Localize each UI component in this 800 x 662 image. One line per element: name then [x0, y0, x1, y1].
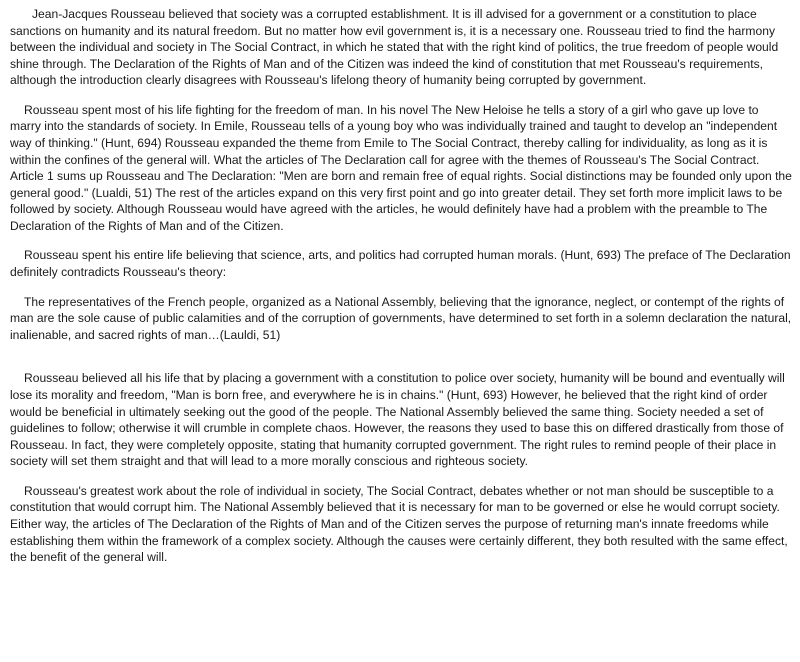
paragraph-spacer: [10, 281, 792, 294]
paragraph-3: Rousseau spent his entire life believing that science, arts, and politics had corrupted human morals. (Hunt, 693) The preface of The Declaration definitely contradicts Rousseau's theory:: [10, 248, 791, 280]
paragraph-2: Rousseau spent most of his life fighting for the freedom of man. In his novel The New Heloise he tells a story of a girl who gave up love to marry into the standards of society. In Emile, Rousseau tells of a young boy who was individually trained and taught to develop an "independent way of thinking." (Hunt, 694) Rousseau expanded the theme from Emile to The Social Contract, thereby calling for individuality, as long as it is within the confines of the general will. What the articles of The Declaration call for agree with the themes of Rousseau's The Social Contract. Article 1 sums up Rousseau and The Declaration: "Men are born and remain free of equal rights. Social distinctions may be founded only upon the general good." (Lualdi, 51) The rest of the articles expand on this very first point and go into greater detail. They set forth more implicit laws to be followed by society. Although Rousseau would have agreed with the articles, he would definitely have had a problem with the preamble to The Declaration of the Rights of Man and of the Citizen.: [10, 102, 792, 233]
paragraph-spacer: [10, 343, 792, 370]
paragraph-spacer: [10, 234, 792, 247]
block-quote: The representatives of the French people, organized as a National Assembly, believing that the ignorance, neglect, or contempt of the rights of man are the sole cause of public calamities and of the corruption of governments, have determined to set forth in a solemn declaration the natural, inalienable, and sacred rights of man…(Lauldi, 51): [10, 294, 792, 342]
paragraph-spacer: [10, 89, 792, 102]
essay-document: [10, 6, 792, 566]
paragraph-1: Jean-Jacques Rousseau believed that society was a corrupted establishment. It is ill advised for a government or a constitution to place sanctions on humanity and its natural freedom. But no matter how evil government is, it is a necessary one. Rousseau tried to find the harmony between the individual and society in The Social Contract, in which he stated that with the right kind of politics, the true freedom of people would shine through. The Declaration of the Rights of Man and of the Citizen was indeed the kind of constitution that met Rousseau's requirements, although the introduction clearly disagrees with Rousseau's lifelong theory of humanity being corrupted by government.: [10, 7, 779, 88]
paragraph-4: Rousseau believed all his life that by placing a government with a constitution to police over society, humanity will be bound and eventually will lose its morality and freedom, "Man is born free, and everywhere he is in chains." (Hunt, 693) However, he believed that the right kind of order would be beneficial in ultimately seeking out the good of the people. The National Assembly believed the same thing. Society needed a set of guidelines to follow; otherwise it will crumble in complete chaos. However, the reasons they used to base this on differed drastically from those of Rousseau. In fact, they were completely opposite, stating that humanity corrupted government. The right rules to remind people of their place in society will set them straight and that will lead to a more morally conscious and righteous society.: [10, 371, 785, 469]
paragraph-spacer: [10, 470, 792, 483]
paragraph-5: Rousseau's greatest work about the role of individual in society, The Social Contract, debates whether or not man should be susceptible to a constitution that would corrupt him. The National Assembly believed that it is necessary for man to be governed or else he would corrupt society. Either way, the articles of The Declaration of the Rights of Man and of the Citizen serves the purpose of returning man's innate freedoms while establishing them within the framework of a complex society. Although the causes were certainly different, they both resulted with the same effect, the benefit of the general will.: [10, 483, 788, 565]
